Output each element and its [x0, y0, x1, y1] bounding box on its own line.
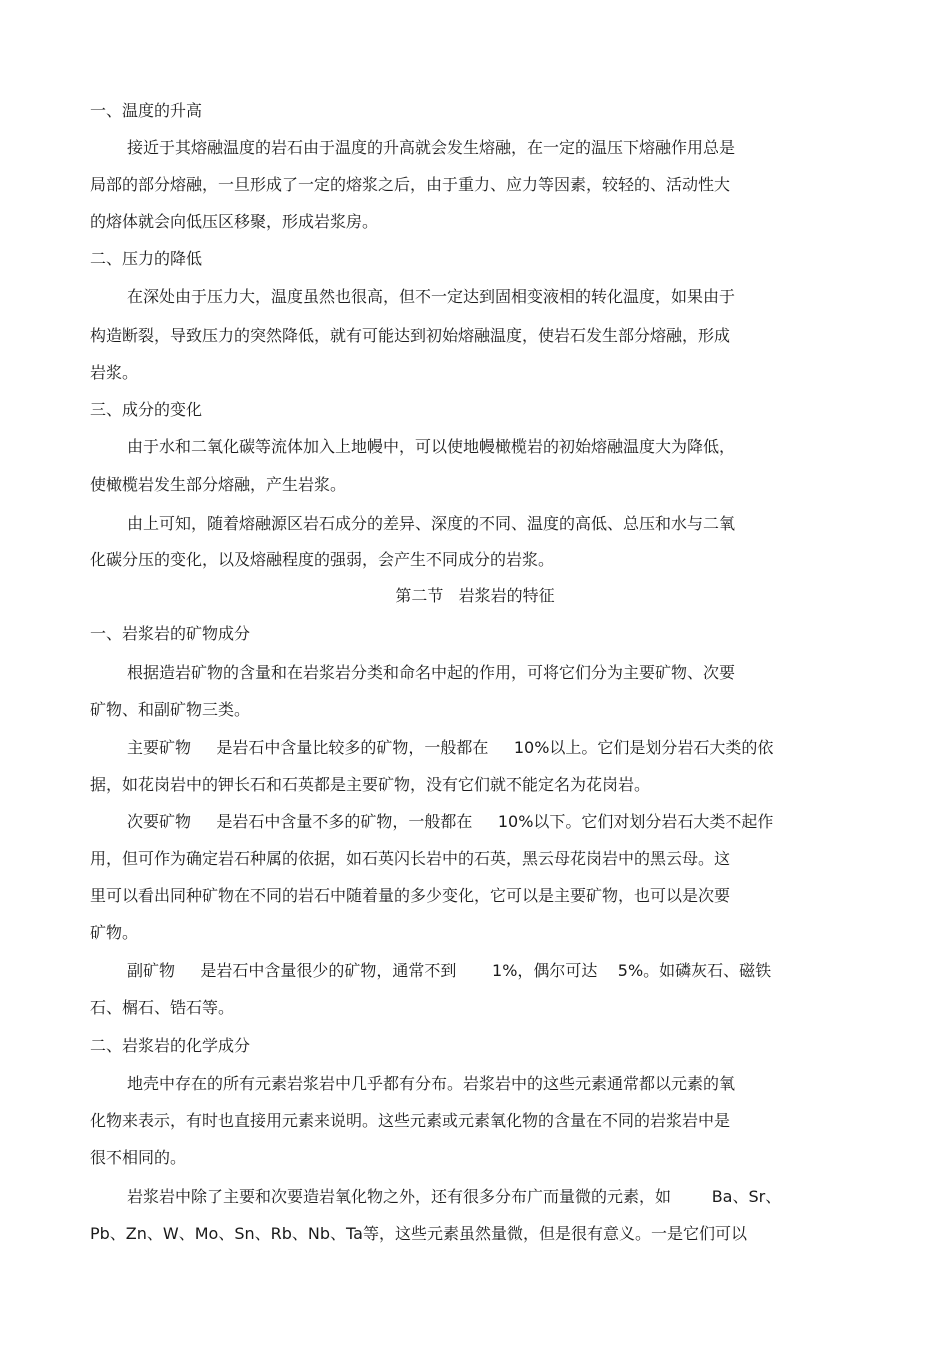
paragraph-line: 地壳中存在的所有元素岩浆岩中几乎都有分布。岩浆岩中的这些元素通常都以元素的氧 [127, 1074, 736, 1093]
paragraph-line: 构造断裂，导致压力的突然降低，就有可能达到初始熔融温度，使岩石发生部分熔融，形成 [90, 326, 731, 345]
paragraph-line: 由于水和二氧化碳等流体加入上地幔中，可以使地幔橄榄岩的初始熔融温度大为降低， [127, 437, 736, 456]
heading-chemical-composition: 二、岩浆岩的化学成分 [90, 1036, 251, 1055]
paragraph-line: 里可以看出同种矿物在不同的岩石中随着量的多少变化，它可以是主要矿物，也可以是次要 [90, 886, 731, 905]
paragraph-line: 接近于其熔融温度的岩石由于温度的升高就会发生熔融，在一定的温压下熔融作用总是 [127, 138, 736, 157]
paragraph-line: 岩浆岩中除了主要和次要造岩氧化物之外，还有很多分布广而量微的元素，如 Ba、Sr、 [127, 1187, 782, 1206]
paragraph-line: 主要矿物 是岩石中含量比较多的矿物，一般都在 10%以上。它们是划分岩石大类的依 [127, 738, 774, 757]
paragraph-line: 岩浆。 [90, 363, 139, 382]
paragraph-line: 局部的部分熔融，一旦形成了一定的熔浆之后，由于重力、应力等因素，较轻的、活动性大 [90, 175, 731, 194]
paragraph-line: 次要矿物 是岩石中含量不多的矿物，一般都在 10%以下。它们对划分岩石大类不起作 [127, 812, 774, 831]
heading-temperature-rise: 一、温度的升高 [90, 101, 203, 120]
paragraph-line: 矿物、和副矿物三类。 [90, 700, 251, 719]
paragraph-line: 的熔体就会向低压区移聚，形成岩浆房。 [90, 212, 379, 231]
heading-pressure-drop: 二、压力的降低 [90, 249, 203, 268]
paragraph-line: 化物来表示，有时也直接用元素来说明。这些元素或元素氧化物的含量在不同的岩浆岩中是 [90, 1111, 731, 1130]
paragraph-line: 据，如花岗岩中的钾长石和石英都是主要矿物，没有它们就不能定名为花岗岩。 [90, 775, 651, 794]
paragraph-line: 化碳分压的变化，以及熔融程度的强弱，会产生不同成分的岩浆。 [90, 550, 555, 569]
paragraph-line: 由上可知，随着熔融源区岩石成分的差异、深度的不同、温度的高低、总压和水与二氧 [127, 514, 736, 533]
paragraph-line: 使橄榄岩发生部分熔融，产生岩浆。 [90, 475, 347, 494]
section-title: 第二节 岩浆岩的特征 [395, 586, 555, 605]
paragraph-line: 矿物。 [90, 923, 139, 942]
paragraph-line: 石、榍石、锆石等。 [90, 998, 235, 1017]
paragraph-line: 副矿物 是岩石中含量很少的矿物，通常不到 1%，偶尔可达 5%。如磷灰石、磁铁 [127, 961, 772, 980]
heading-composition-change: 三、成分的变化 [90, 400, 203, 419]
paragraph-line: 很不相同的。 [90, 1148, 187, 1167]
paragraph-line: 根据造岩矿物的含量和在岩浆岩分类和命名中起的作用，可将它们分为主要矿物、次要 [127, 663, 736, 682]
paragraph-line: 在深处由于压力大，温度虽然也很高，但不一定达到固相变液相的转化温度，如果由于 [127, 287, 736, 306]
heading-mineral-composition: 一、岩浆岩的矿物成分 [90, 624, 251, 643]
paragraph-line: Pb、Zn、W、Mo、Sn、Rb、Nb、Ta等，这些元素虽然量微，但是很有意义。一是它们可以 [90, 1224, 747, 1243]
paragraph-line: 用，但可作为确定岩石种属的依据，如石英闪长岩中的石英，黑云母花岗岩中的黑云母。这 [90, 849, 731, 868]
